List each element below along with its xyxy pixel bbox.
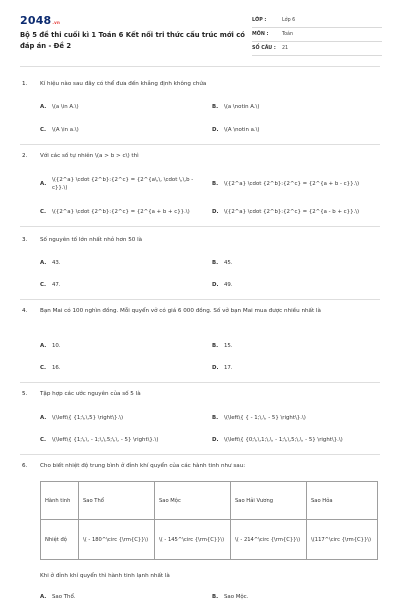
question-6 (22, 462, 382, 471)
question-text: Khi ở đỉnh khí quyển thì hành tinh lạnh nhất là (40, 573, 170, 579)
option-4c[interactable] (40, 364, 61, 372)
option-text: \({2^a} \cdot {2^b}:{2^c} = {2^{a + b - c}}.\) (224, 181, 360, 187)
header-divider (20, 66, 380, 67)
option-letter: A. (40, 594, 47, 600)
option-text: \(a \in A.\) (52, 104, 79, 110)
question-text: Với các số tự nhiên \(a > b > c\) thì (40, 153, 139, 159)
meta-label: MÔN : (252, 32, 269, 37)
option-5b[interactable] (212, 414, 306, 422)
option-letter: B. (212, 415, 219, 421)
option-letter: C. (40, 209, 47, 215)
option-text: Sao Thổ. (52, 594, 76, 600)
option-1b[interactable] (212, 103, 259, 111)
option-text: 16. (52, 365, 61, 371)
option-letter: C. (40, 365, 47, 371)
table-cell: \(117^\circ {\rm{C}}\) (307, 520, 378, 560)
table-header-row (41, 482, 378, 520)
table-row (41, 520, 378, 560)
option-text: \(\left\{ {0;\,\,1;\,\, - 1;\,\,5;\,\, - 5} \right\}.\) (224, 437, 343, 443)
option-1c[interactable] (40, 126, 79, 134)
option-letter: B. (212, 594, 219, 600)
option-5a[interactable] (40, 414, 123, 422)
table-cell: Hành tinh (41, 482, 79, 520)
meta-row-class (252, 14, 382, 28)
question-number: 4. (22, 308, 28, 314)
question-text: Cho biết nhiệt độ trung bình ở đỉnh khí quyển của các hành tinh như sau: (40, 463, 246, 469)
question-divider (20, 226, 380, 227)
option-letter: C. (40, 437, 47, 443)
question-divider (20, 144, 380, 145)
option-text: 49. (224, 282, 233, 288)
option-letter: D. (212, 365, 219, 371)
site-logo[interactable] (20, 14, 60, 27)
option-letter: A. (40, 260, 47, 266)
option-text: 15. (224, 343, 233, 349)
question-number: 2. (22, 153, 28, 159)
question-1 (22, 80, 382, 89)
option-text: 47. (52, 282, 61, 288)
option-text: \(\left\{ {1;\,\, - 1;\,\,5;\,\, - 5} \right\}.\) (52, 437, 159, 443)
meta-value: Lớp 6 (282, 18, 296, 23)
table-cell: Sao Hải Vương (231, 482, 307, 520)
meta-label: LỚP : (252, 18, 267, 23)
option-text: \({2^a} \cdot {2^b}:{2^c} = {2^{a + b + c}}.\) (52, 209, 190, 215)
option-letter: A. (40, 343, 47, 349)
option-text: 45. (224, 260, 233, 266)
question-divider (20, 454, 380, 455)
option-1d[interactable] (212, 126, 260, 134)
option-text: \({2^a} \cdot {2^b}:{2^c} = {2^{a\,\, \cdot \,\,b - c}}.\) (52, 177, 194, 191)
option-text: 10. (52, 343, 61, 349)
question-follow-text (40, 572, 380, 581)
table-cell: \( - 180^\circ {\rm{C}}\) (79, 520, 155, 560)
option-text: \(\left\{ {1;\,\,5} \right\}.\) (52, 415, 124, 421)
table-cell: Sao Thổ (79, 482, 155, 520)
question-text: Số nguyên tố lớn nhất nhỏ hơn 50 là (40, 237, 143, 243)
option-2b[interactable] (212, 180, 382, 188)
question-3 (22, 236, 382, 245)
option-text: \(A \in a.\) (52, 127, 79, 133)
option-letter: B. (212, 343, 219, 349)
option-6a[interactable] (40, 593, 75, 600)
option-3c[interactable] (40, 281, 61, 289)
option-6b[interactable] (212, 593, 248, 600)
table-cell: \( - 214^\circ {\rm{C}}\) (231, 520, 307, 560)
option-text: 43. (52, 260, 61, 266)
option-3a[interactable] (40, 259, 61, 267)
exam-meta (252, 14, 382, 56)
meta-row-subject (252, 28, 382, 42)
table-cell: Sao Mộc (155, 482, 231, 520)
option-letter: B. (212, 104, 219, 110)
option-letter: D. (212, 282, 219, 288)
option-letter: B. (212, 181, 219, 187)
question-text: Kí hiệu nào sau đây có thể đưa đến khẳng định không chứa (40, 81, 207, 87)
option-4d[interactable] (212, 364, 233, 372)
table-cell: Sao Hỏa (307, 482, 378, 520)
option-2d[interactable] (212, 208, 384, 216)
question-text: Bạn Mai có 100 nghìn đồng. Mỗi quyển vở có giá 6 000 đồng. Số vở bạn Mai mua được nhiều nhất là (40, 308, 321, 314)
table-cell: Nhiệt độ (41, 520, 79, 560)
option-letter: D. (212, 127, 219, 133)
option-5c[interactable] (40, 436, 158, 444)
logo-text: 2048 (20, 14, 52, 27)
page-title: Bộ 5 đề thi cuối kì 1 Toán 6 Kết nối tri thức cấu trúc mới có đáp án - Đề 2 (20, 31, 245, 50)
meta-value: Toán (282, 32, 294, 37)
meta-value: 21 (282, 46, 289, 51)
question-number: 6. (22, 463, 28, 469)
question-number: 5. (22, 391, 28, 397)
question-5 (22, 390, 382, 399)
option-text: Sao Mộc. (224, 594, 249, 600)
temperature-table (40, 481, 378, 560)
table-cell: \( - 145^\circ {\rm{C}}\) (155, 520, 231, 560)
option-text: \(\left\{ { - 1;\,\, - 5} \right\}.\) (224, 415, 306, 421)
question-4 (22, 307, 382, 316)
option-letter: D. (212, 209, 219, 215)
option-2a[interactable] (40, 176, 200, 192)
question-divider (20, 382, 380, 383)
option-text: 17. (224, 365, 233, 371)
question-2 (22, 152, 382, 161)
question-text: Tập hợp các ước nguyên của số 5 là (40, 391, 141, 397)
option-4b[interactable] (212, 342, 233, 350)
option-5d[interactable] (212, 436, 343, 444)
question-divider (20, 299, 380, 300)
option-letter: A. (40, 415, 47, 421)
question-number: 1. (22, 81, 28, 87)
option-letter: A. (40, 181, 47, 187)
meta-row-count (252, 42, 382, 56)
option-text: \(a \notin A.\) (224, 104, 260, 110)
option-letter: C. (40, 282, 47, 288)
option-1a[interactable] (40, 103, 79, 111)
option-4a[interactable] (40, 342, 61, 350)
option-3d[interactable] (212, 281, 233, 289)
option-2c[interactable] (40, 208, 210, 216)
option-letter: D. (212, 437, 219, 443)
option-3b[interactable] (212, 259, 233, 267)
option-text: \({2^a} \cdot {2^b}:{2^c} = {2^{a - b + c}}.\) (224, 209, 360, 215)
page-header (0, 0, 400, 60)
option-letter: A. (40, 104, 47, 110)
meta-label: SỐ CÂU : (252, 46, 276, 51)
option-text: \(A \notin a.\) (224, 127, 260, 133)
option-letter: B. (212, 260, 219, 266)
option-letter: C. (40, 127, 47, 133)
logo-suffix: .vn (52, 20, 60, 25)
question-number: 3. (22, 237, 28, 243)
